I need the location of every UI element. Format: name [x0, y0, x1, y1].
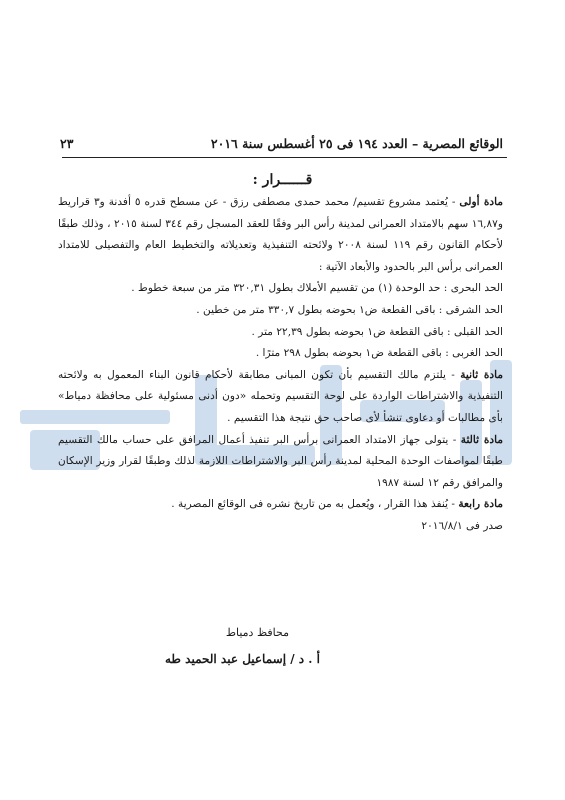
issue-date: صدر فى ٢٠١٦/٨/١	[421, 519, 503, 532]
article-3-text: - يتولى جهاز الامتداد العمرانى برأس البر تنفيذ أعمال المرافق على حساب مالك التقسيم طبقًا لمواصفات الوحدة المحلية لمدينة رأس البر والاشتراطات اللازمة لذلك وطبقًا لقرار وزير الإسكان والمرافق رقم ١٢ لسنة ١٩٨٧	[58, 433, 503, 489]
article-4	[58, 494, 503, 516]
border-north: الحد البحرى : حد الوحدة (١) من تقسيم الأملاك بطول ٣٢٠,٣١ متر من سبعة خطوط .	[131, 282, 503, 295]
article-2-text: - يلتزم مالك التقسيم بأن تكون المبانى مطابقة لأحكام قانون البناء المعمول به ولائحته التنفيذية والاشتراطات الواردة على لوحة التقسيم وتحمله «دون أدنى مسئولية على محافظة دمياط» بأى مطالبات أو دعاوى تنشأ لأى صاحب حق نتيجة هذا التقسيم .	[58, 368, 503, 424]
decree-body	[58, 192, 503, 538]
page-number: ٢٣	[60, 135, 74, 151]
article-2	[58, 365, 503, 430]
page-header	[60, 132, 503, 154]
decision-title: قــــــرار :	[252, 172, 313, 188]
header-divider	[62, 157, 507, 158]
article-1-heading: مادة أولى	[459, 196, 503, 208]
article-1	[58, 192, 503, 278]
article-1-text: - يُعتمد مشروع تقسيم/ محمد حمدى مصطفى رزق - عن مسطح قدره ٥ أفدنة و٣ قراريط و١٦,٨٧ سهم بالامتداد العمرانى لمدينة رأس البر وفقًا للعقد المسجل رقم ٣٤٤ لسنة ٢٠١٥ ، وذلك طبقًا لأحكام القانون رقم ١١٩ لسنة ٢٠٠٨ ولائحته التنفيذية وتعديلاته والتخطيط العام والتفصيلى للامتداد العمرانى برأس البر بالحدود والأبعاد الآتية :	[58, 196, 503, 273]
border-south: الحد القبلى : باقى القطعة ض١ بحوضه بطول ٢٢,٣٩ متر .	[251, 325, 503, 338]
article-3	[58, 430, 503, 495]
border-east: الحد الشرقى : باقى القطعة ض١ بحوضه بطول ٣٣٠,٧ متر من خطين .	[196, 303, 503, 316]
governor-title: محافظ دمياط	[225, 626, 289, 639]
article-4-heading: مادة رابعة	[458, 498, 503, 511]
article-2-heading: مادة ثانية	[460, 368, 503, 381]
border-west: الحد الغربى : باقى القطعة ض١ بحوضه بطول ٢٩٨ مترًا .	[255, 347, 503, 360]
article-4-text: - يُنفذ هذا القرار ، ويُعمل به من تاريخ نشره فى الوقائع المصرية .	[171, 498, 459, 511]
signatory-name: أ . د / إسماعيل عبد الحميد طه	[165, 652, 320, 666]
publication-line: الوقائع المصرية – العدد ١٩٤ فى ٢٥ أغسطس سنة ٢٠١٦	[210, 135, 503, 151]
article-3-heading: مادة ثالثة	[460, 433, 503, 446]
